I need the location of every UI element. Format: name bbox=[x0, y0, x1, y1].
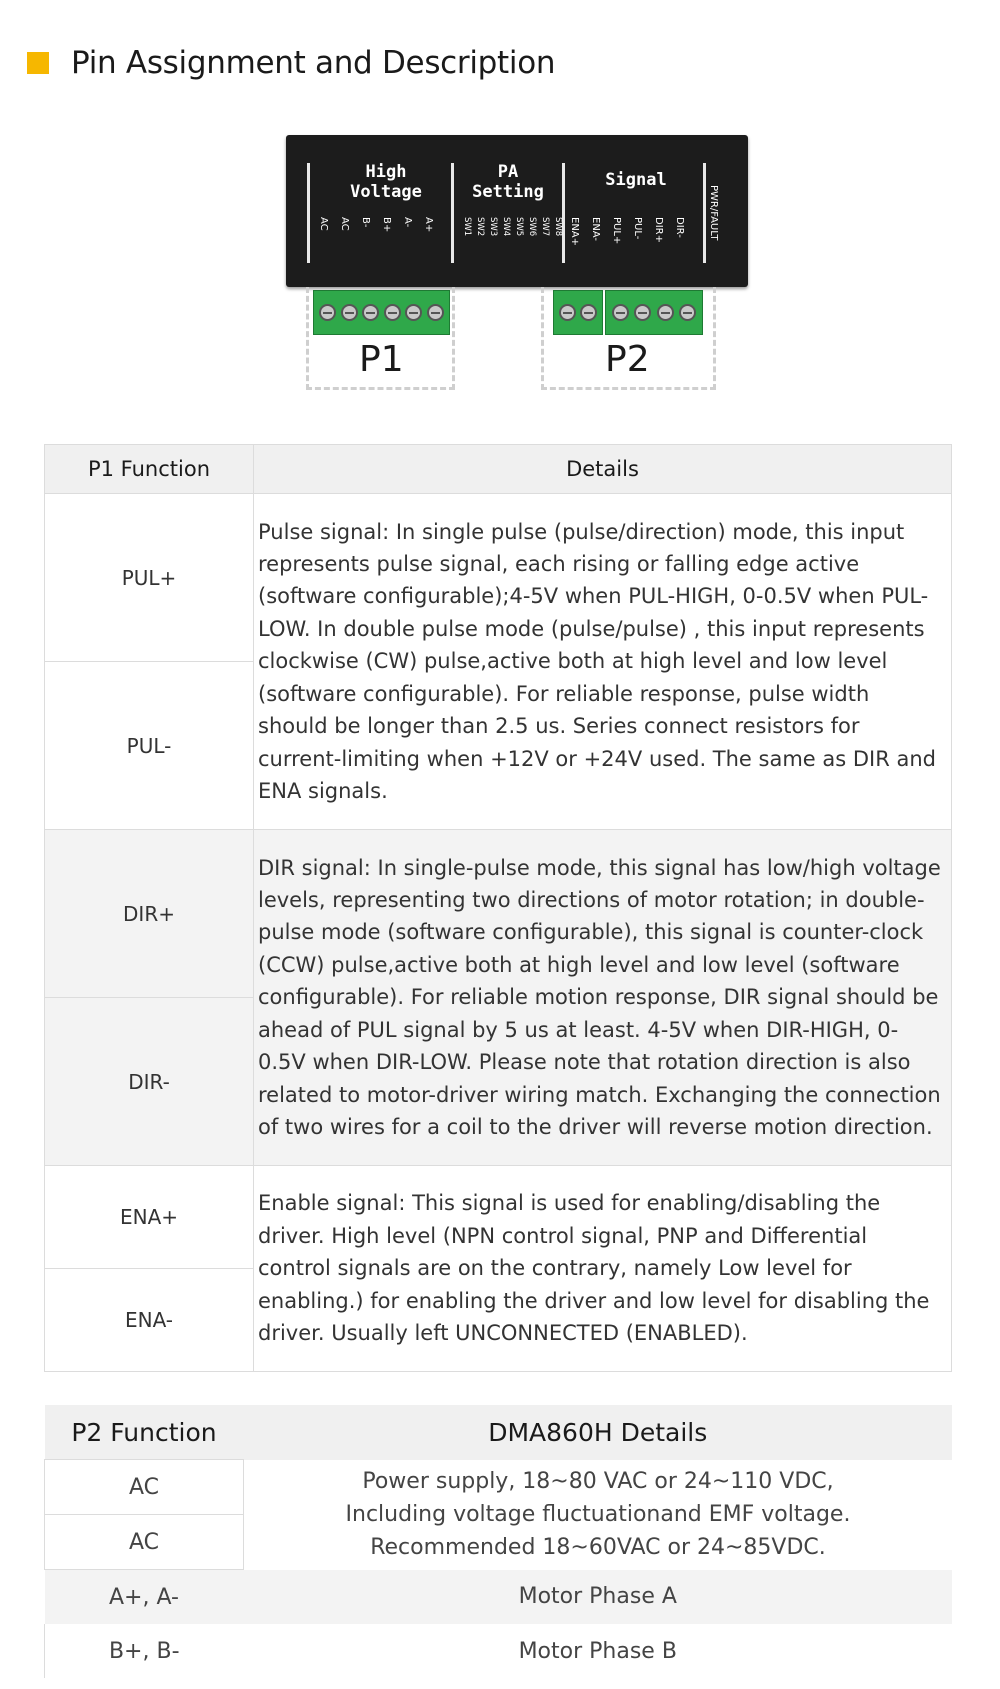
pin-cell: DIR- bbox=[45, 998, 254, 1166]
p2-terminal-block-right bbox=[605, 290, 703, 335]
column-header-p2-function: P2 Function bbox=[45, 1405, 244, 1460]
pin-cell: ENA+ bbox=[45, 1166, 254, 1269]
details-cell: Enable signal: This signal is used for enabling/disabling the driver. High level (NPN control signal, PNP and Differential control signals are on the contrary, namely Low level for enabling.) for enabling the driver and low level for disabling the driver. Usually left UNCONNECTED (ENABLED). bbox=[254, 1166, 952, 1372]
p2-terminal-block-left bbox=[553, 290, 603, 335]
screw-icon bbox=[612, 304, 629, 321]
screw-icon bbox=[634, 304, 651, 321]
bullet-square-icon bbox=[27, 52, 49, 74]
column-header-details: Details bbox=[254, 445, 952, 494]
pin-label: B+ bbox=[381, 217, 392, 233]
table-row bbox=[45, 1166, 952, 1269]
column-header-p1-function: P1 Function bbox=[45, 445, 254, 494]
sw-label: SW3 bbox=[488, 217, 498, 237]
table-row bbox=[45, 1624, 953, 1678]
divider bbox=[703, 163, 706, 263]
power-line: Recommended 18~60VAC or 24~85VDC. bbox=[370, 1535, 826, 1560]
table-row bbox=[45, 1570, 953, 1625]
pwr-fault-label: PWR/FAULT bbox=[708, 185, 719, 241]
pin-label: PUL+ bbox=[611, 217, 622, 245]
pin-label: AC bbox=[318, 217, 329, 231]
p2-label: P2 bbox=[605, 339, 650, 380]
p1-function-table bbox=[44, 444, 952, 1372]
screw-icon bbox=[679, 304, 696, 321]
details-cell: Pulse signal: In single pulse (pulse/direction) mode, this input represents pulse signal, each rising or falling edge active (software configurable);4-5V when PUL-HIGH, 0-0.5V when PUL-LOW. In double pulse mode (pulse/pulse) , this input represents clockwise (CW) pulse,active both at high level and low level (software configurable). For reliable response, pulse width should be longer than 2.5 us. Series connect resistors for current-limiting when +12V or +24V used. The same as DIR and ENA signals. bbox=[254, 494, 952, 830]
divider bbox=[451, 163, 454, 263]
p2-function-table bbox=[44, 1405, 952, 1678]
driver-device-illustration bbox=[286, 135, 748, 287]
pin-cell: DIR+ bbox=[45, 830, 254, 998]
pin-cell: A+, A- bbox=[45, 1570, 244, 1625]
group-label-high-voltage: High Voltage bbox=[350, 162, 422, 202]
hv-pin-labels bbox=[318, 217, 444, 232]
screw-icon bbox=[559, 304, 576, 321]
power-line: Power supply, 18~80 VAC or 24~110 VDC, bbox=[362, 1469, 834, 1494]
pin-cell: PUL+ bbox=[45, 494, 254, 662]
sw-label: SW8 bbox=[553, 217, 563, 237]
p1-label: P1 bbox=[359, 339, 404, 380]
pin-label: ENA+ bbox=[569, 217, 580, 247]
group-label-signal: Signal bbox=[605, 170, 667, 190]
pin-label: A- bbox=[402, 217, 413, 228]
p1-terminal-block bbox=[313, 290, 450, 335]
screw-icon bbox=[319, 304, 336, 321]
page-title: Pin Assignment and Description bbox=[71, 45, 556, 81]
details-cell: Motor Phase B bbox=[244, 1624, 953, 1678]
column-header-dma860h-details: DMA860H Details bbox=[244, 1405, 953, 1460]
screw-icon bbox=[384, 304, 401, 321]
screw-icon bbox=[427, 304, 444, 321]
sw-label: SW5 bbox=[514, 217, 524, 237]
table-row bbox=[45, 494, 952, 662]
signal-pin-labels bbox=[569, 217, 695, 246]
pin-cell: AC bbox=[45, 1515, 244, 1570]
sw-label: SW2 bbox=[475, 217, 485, 237]
pin-label: PUL- bbox=[632, 217, 643, 240]
details-cell bbox=[244, 1460, 953, 1570]
pin-label: B- bbox=[360, 217, 371, 228]
sw-pin-labels bbox=[462, 217, 566, 236]
pin-label: ENA- bbox=[590, 217, 601, 242]
sw-label: SW1 bbox=[462, 217, 472, 237]
table-row bbox=[45, 830, 952, 998]
screw-icon bbox=[657, 304, 674, 321]
pin-cell: AC bbox=[45, 1460, 244, 1515]
sw-label: SW7 bbox=[540, 217, 550, 237]
power-line: Including voltage fluctuationand EMF voltage. bbox=[345, 1502, 851, 1527]
pin-label: DIR+ bbox=[653, 217, 664, 243]
pin-cell: ENA- bbox=[45, 1269, 254, 1372]
table-row bbox=[45, 1460, 953, 1515]
screw-icon bbox=[362, 304, 379, 321]
divider bbox=[307, 163, 310, 263]
divider bbox=[562, 163, 565, 263]
screw-icon bbox=[341, 304, 358, 321]
screw-icon bbox=[405, 304, 422, 321]
pin-cell: B+, B- bbox=[45, 1624, 244, 1678]
pin-label: AC bbox=[339, 217, 350, 231]
group-label-pa-setting: PA Setting bbox=[472, 162, 544, 202]
details-cell: Motor Phase A bbox=[244, 1570, 953, 1625]
sw-label: SW6 bbox=[527, 217, 537, 237]
pin-cell: PUL- bbox=[45, 662, 254, 830]
sw-label: SW4 bbox=[501, 217, 511, 237]
screw-icon bbox=[580, 304, 597, 321]
pin-label: A+ bbox=[423, 217, 434, 233]
pin-label: DIR- bbox=[674, 217, 685, 238]
section-header bbox=[27, 45, 555, 81]
details-cell: DIR signal: In single-pulse mode, this signal has low/high voltage levels, representing two directions of motor rotation; in double-pulse mode (software configurable), this signal is counter-clock (CCW) pulse,active both at high level and low level (software configurable). For reliable motion response, DIR signal should be ahead of PUL signal by 5 us at least. 4-5V when DIR-HIGH, 0-0.5V when DIR-LOW. Please note that rotation direction is also related to motor-driver wiring match. Exchanging the connection of two wires for a coil to the driver will reverse motion direction. bbox=[254, 830, 952, 1166]
